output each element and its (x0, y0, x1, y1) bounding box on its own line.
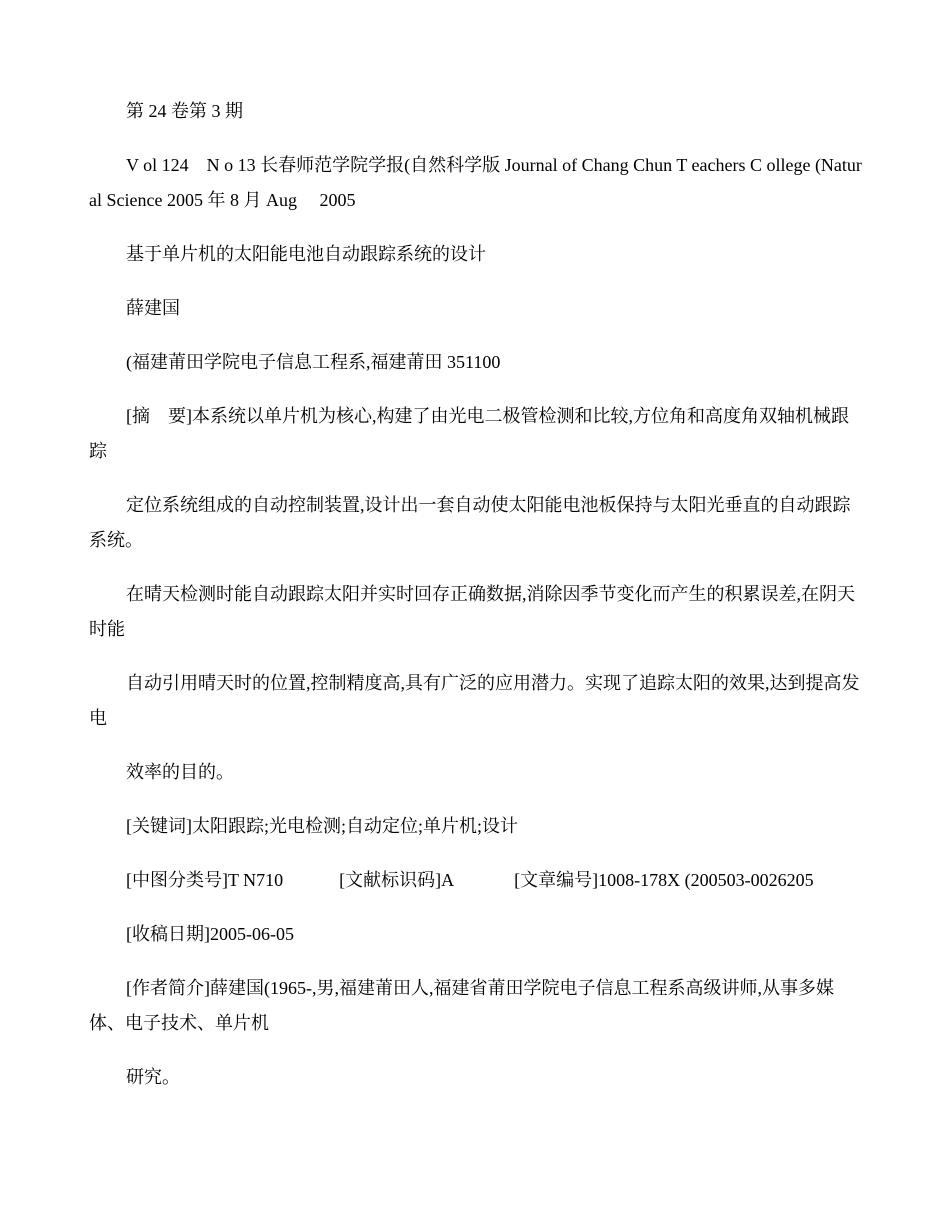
classification-line (89, 863, 864, 898)
author-bio: [作者简介]薛建国(1965-,男,福建莆田人,福建省莆田学院电子信息工程系高级讲师,从事多媒体、电子技术、单片机 (89, 978, 834, 1033)
author-bio-continuation: 研究。 (126, 1067, 180, 1087)
abstract-line-1: [摘 要]本系统以单片机为核心,构建了由光电二极管检测和比较,方位角和高度角双轴机械跟踪 (89, 406, 849, 461)
received-date: [收稿日期]2005-06-05 (126, 924, 294, 944)
clc-number: [中图分类号]T N710 (126, 870, 284, 890)
abstract-line-5: 效率的目的。 (126, 762, 234, 782)
abstract-line-2: 定位系统组成的自动控制装置,设计出一套自动使太阳能电池板保持与太阳光垂直的自动跟踪系统。 (89, 495, 851, 550)
abstract-line-4: 自动引用晴天时的位置,控制精度高,具有广泛的应用潜力。实现了追踪太阳的效果,达到提高发电 (89, 673, 860, 728)
keywords: [关键词]太阳跟踪;光电检测;自动定位;单片机;设计 (126, 816, 518, 836)
author-name: 薛建国 (126, 298, 180, 318)
document-code: [文献标识码]A (339, 870, 455, 890)
volume-issue: 第 24 卷第 3 期 (126, 101, 243, 121)
article-title: 基于单片机的太阳能电池自动跟踪系统的设计 (126, 244, 486, 264)
document-page (89, 94, 864, 1114)
author-affiliation: (福建莆田学院电子信息工程系,福建莆田 351100 (126, 352, 501, 372)
article-number: [文章编号]1008-178X (200503-0026205 (514, 870, 814, 890)
abstract-line-3: 在晴天检测时能自动跟踪太阳并实时回存正确数据,消除因季节变化而产生的积累误差,在阴天时能 (89, 584, 855, 639)
citation-line: V ol 124 N o 13 长春师范学院学报(自然科学版 Journal of Chang Chun T eachers C ollege (Natural Science 2005 年 8 月 Aug 2005 (89, 155, 862, 210)
